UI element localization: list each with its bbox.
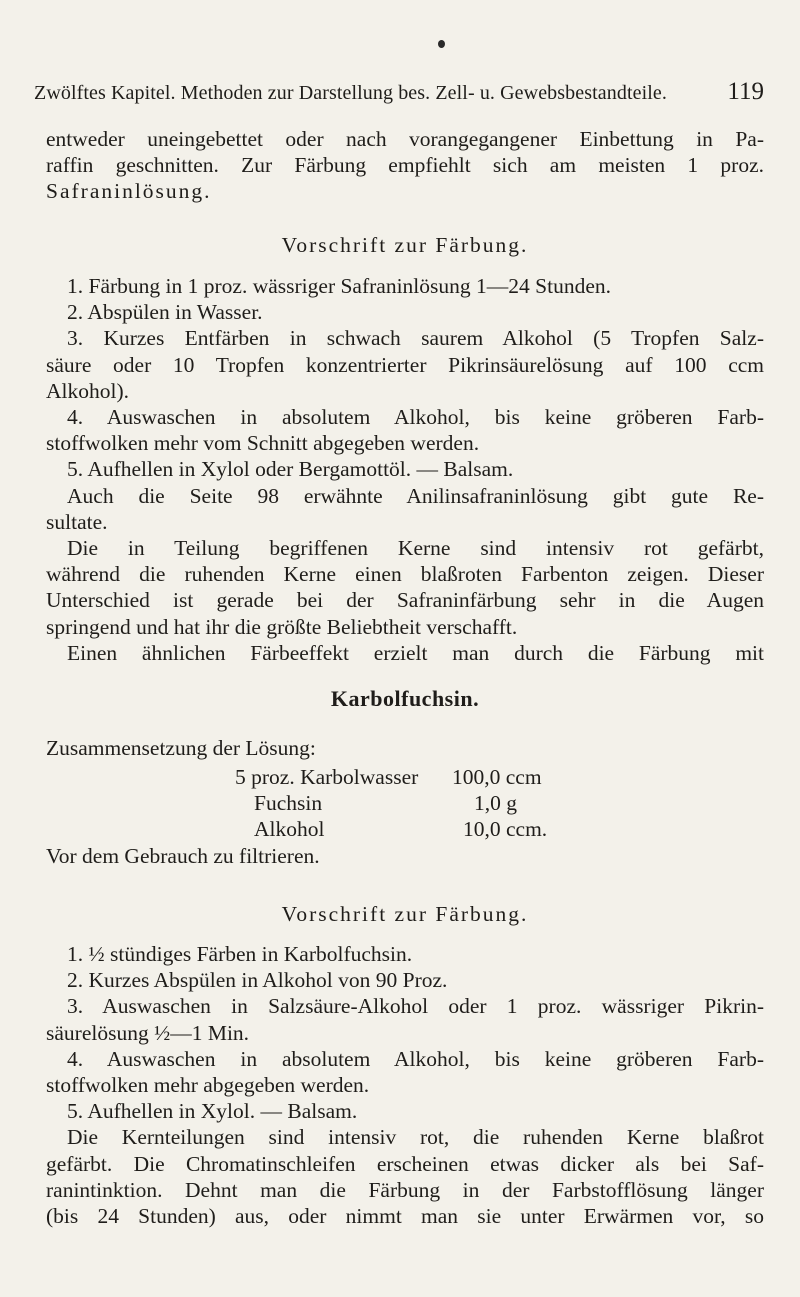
- text-line: Auch die Seite 98 erwähnte Anilinsafraninlösung gibt gute Re-: [67, 483, 764, 508]
- text-line: 1. Färbung in 1 proz. wässriger Safraninlösung 1—24 Stunden.: [67, 274, 611, 298]
- text-line: sultate.: [46, 509, 108, 534]
- ingredient-name: Alkohol: [254, 817, 325, 841]
- text-line: 3. Kurzes Entfärben in schwach saurem Alkohol (5 Tropfen Salz-: [67, 326, 764, 351]
- ingredient-name: Fuchsin: [254, 791, 323, 815]
- section2-body: [46, 941, 764, 1229]
- text-line: gefärbt. Die Chromatinschleifen erscheinen etwas dicker als bei Saf-: [46, 1151, 764, 1176]
- text-line: säurelösung ½—1 Min.: [46, 1020, 250, 1045]
- section1-body: [46, 273, 764, 666]
- text-line: während die ruhenden Kerne einen blaßroten Farbenton zeigen. Dieser: [46, 562, 764, 587]
- text-line: Unterschied ist gerade bei der Safraninfärbung sehr in die Augen: [46, 588, 764, 613]
- text-line: 2. Abspülen in Wasser.: [67, 300, 263, 325]
- text-line: 5. Aufhellen in Xylol. — Balsam.: [67, 1099, 358, 1124]
- text-line: springend und hat ihr die größte Beliebtheit verschafft.: [46, 614, 518, 639]
- text-line: Einen ähnlichen Färbeeffekt erzielt man durch die Färbung mit: [67, 640, 764, 665]
- printed-dot: [438, 40, 445, 48]
- text-line: stoffwolken mehr abgegeben werden.: [46, 1073, 370, 1098]
- filter-note: [46, 843, 764, 869]
- text-line: Safraninlösung.: [46, 179, 212, 204]
- ingredient-quantity: 1,0 g: [474, 791, 517, 815]
- running-head: Zwölftes Kapitel. Methoden zur Darstellung bes. Zell- u. Gewebsbestandteile.: [34, 82, 667, 104]
- text-line: 3. Auswaschen in Salzsäure-Alkohol oder 1 proz. wässriger Pikrin-: [67, 994, 764, 1019]
- text-line: Zusammensetzung der Lösung:: [46, 736, 316, 760]
- intro-paragraph: [46, 126, 764, 205]
- text-line: (bis 24 Stunden) aus, oder nimmt man sie unter Erwärmen vor, so: [46, 1204, 764, 1229]
- section-heading: Vorschrift zur Färbung.: [281, 233, 529, 257]
- text-line: raffin geschnitten. Zur Färbung empfiehlt sich am meisten 1 proz.: [46, 153, 764, 178]
- ingredient-quantity: 10,0 ccm.: [463, 817, 548, 841]
- text-line: säure oder 10 Tropfen konzentrierter Pikrinsäurelösung auf 100 ccm: [46, 352, 764, 377]
- text-line: 5. Aufhellen in Xylol oder Bergamottöl. — Balsam.: [67, 457, 514, 482]
- text-line: Die in Teilung begriffenen Kerne sind intensiv rot gefärbt,: [67, 536, 764, 561]
- text-line: stoffwolken mehr vom Schnitt abgegeben werden.: [46, 431, 480, 456]
- text-line: 4. Auswaschen in absolutem Alkohol, bis keine gröberen Farb-: [67, 405, 764, 430]
- composition-label: [46, 735, 764, 761]
- ingredient-name: 5 proz. Karbolwasser: [235, 765, 419, 789]
- text-line: Die Kernteilungen sind intensiv rot, die ruhenden Kerne blaßrot: [67, 1125, 764, 1150]
- text-line: entweder uneingebettet oder nach vorangegangener Einbettung in Pa-: [46, 127, 764, 151]
- section-heading: Vorschrift zur Färbung.: [281, 902, 529, 926]
- text-line: 4. Auswaschen in absolutem Alkohol, bis keine gröberen Farb-: [67, 1046, 764, 1071]
- page-header: [34, 78, 764, 118]
- karbolfuchsin-title: Karbolfuchsin.: [330, 686, 480, 711]
- page-number: 119: [727, 78, 764, 105]
- text-line: Alkohol).: [46, 378, 130, 403]
- text-line: 1. ½ stündiges Färben in Karbolfuchsin.: [67, 942, 413, 966]
- ingredient-quantity: 100,0 ccm: [452, 765, 542, 789]
- ingredient-table: [46, 764, 764, 844]
- text-line: ranintinktion. Dehnt man die Färbung in der Farbstofflösung länger: [46, 1177, 764, 1202]
- text-line: 2. Kurzes Abspülen in Alkohol von 90 Proz.: [67, 968, 448, 993]
- text-line: Vor dem Gebrauch zu filtrieren.: [46, 844, 320, 868]
